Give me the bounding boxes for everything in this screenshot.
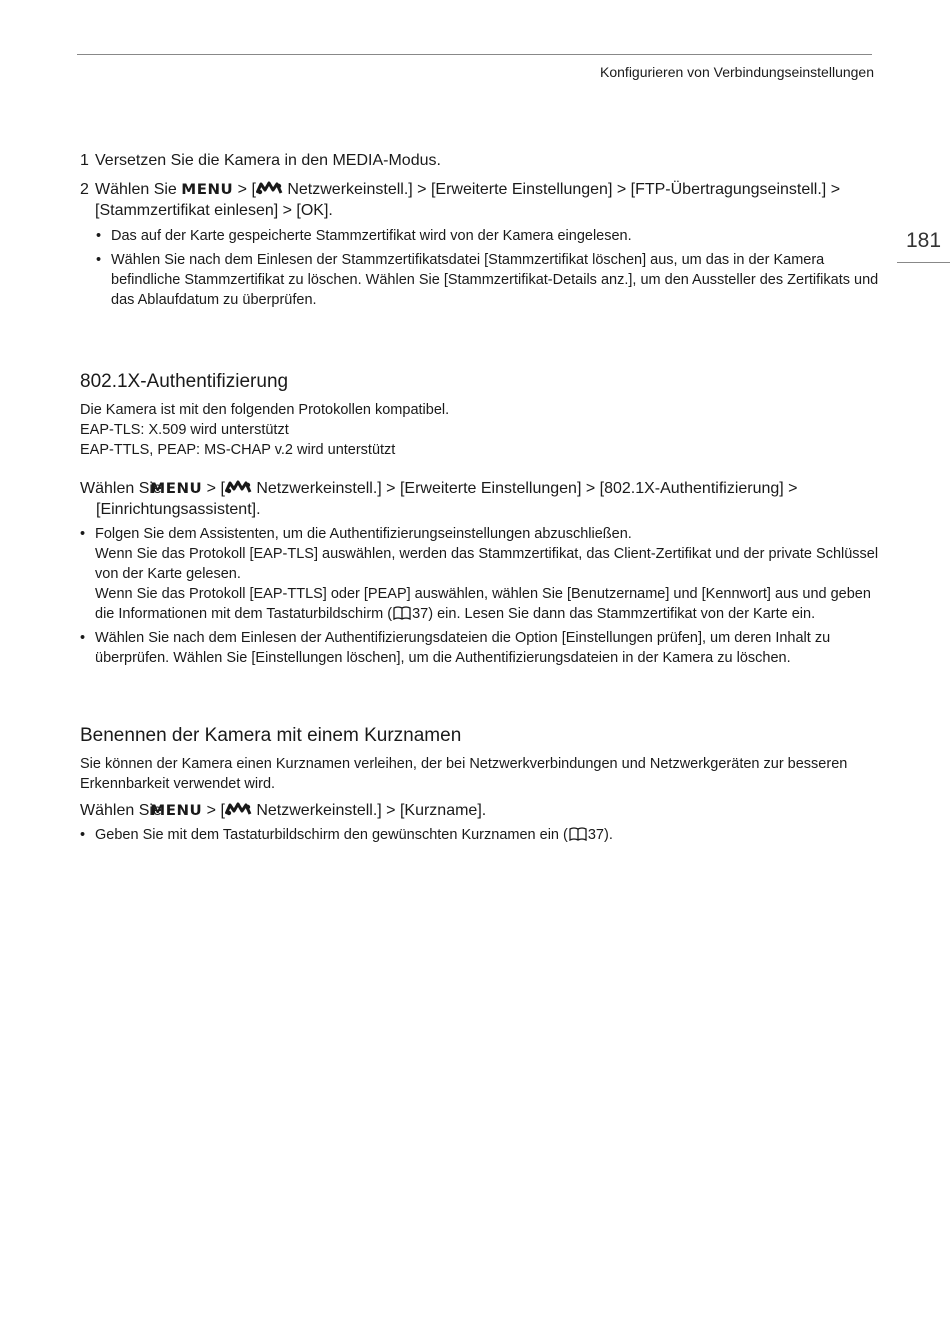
step-number: 1 — [80, 152, 89, 169]
book-reference-icon — [569, 827, 587, 841]
network-settings-icon — [225, 802, 252, 816]
menu-icon: MENU — [150, 479, 203, 497]
page-number: 181 — [905, 229, 942, 252]
bullet-line: Folgen Sie dem Assistenten, um die Authentifizierungseinstellungen abzuschließen. — [95, 526, 632, 542]
page-number-rule — [897, 262, 950, 263]
step-1 — [80, 150, 880, 171]
network-settings-icon — [256, 181, 283, 195]
step-suffix: Netzwerkeinstell.] > [Erweiterte Einstellungen] > [FTP-Übertragungseinstell.] > [Stammzertifikat einlesen] > [OK]. — [95, 181, 841, 219]
header-rule — [77, 54, 872, 55]
name-intro: Sie können der Kamera einen Kurznamen verleihen, der bei Netzwerkverbindungen und Netzwerkgeräten zur besseren Erkennbarkeit verwendet wird. — [80, 756, 848, 792]
book-reference-icon — [393, 606, 411, 620]
name-instruction — [80, 800, 880, 821]
step-prefix: Wählen Sie — [95, 181, 177, 198]
step-text: Versetzen Sie die Kamera in den MEDIA-Modus. — [95, 152, 441, 169]
page-reference: 37 — [412, 606, 429, 622]
page-reference: 37 — [587, 827, 604, 843]
instruction-mid: > [ — [206, 802, 225, 819]
list-item: • Wählen Sie nach dem Einlesen der Stammzertifikatsdatei [Stammzertifikat löschen] aus, um das in der Kamera befindliche Stammzertifikat zu löschen. Wählen Sie [Stammzertifikat-Details anz.], um den Aussteller des Zertifikats und das Ablaufdatum zu überprüfen. — [96, 250, 880, 310]
bullet-line: ) ein. Lesen Sie dann das Stammzertifikat von der Karte ein. — [428, 606, 816, 622]
header-title: Konfigurieren von Verbindungseinstellungen — [600, 64, 874, 80]
auth-intro-line: EAP-TTLS, PEAP: MS-CHAP v.2 wird unterstützt — [80, 442, 396, 458]
page-content — [80, 150, 880, 849]
instruction-prefix: Wählen Sie — [80, 802, 162, 819]
list-item: • Wählen Sie nach dem Einlesen der Authentifizierungsdateien die Option [Einstellungen prüfen], um deren Inhalt zu überprüfen. Wählen Sie [Einstellungen löschen], um die Authentifizierungsdateien in der Kamera zu löschen. — [80, 628, 880, 668]
bullet-line: Wenn Sie das Protokoll [EAP-TTLS] oder [PEAP] auswählen, wählen Sie [Benutzername] und [Kennwort] aus und geben die Informationen mit dem Tastaturbildschirm ( — [95, 586, 871, 622]
section-heading-8021x: 802.1X-Authentifizierung — [80, 371, 289, 392]
auth-intro-line: Die Kamera ist mit den folgenden Protokollen kompatibel. — [80, 402, 450, 418]
list-item — [80, 825, 880, 845]
section-heading-kurzname: Benennen der Kamera mit einem Kurznamen — [80, 725, 462, 746]
step-number: 2 — [80, 181, 89, 198]
step-2-bullets — [96, 226, 880, 310]
step-2 — [80, 179, 880, 221]
auth-bullets — [80, 524, 880, 668]
network-settings-icon — [225, 480, 252, 494]
menu-icon: MENU — [150, 801, 203, 819]
instruction-mid: > [ — [206, 480, 225, 497]
instruction-suffix: Netzwerkeinstell.] > [Erweiterte Einstellungen] > [802.1X-Authentifizierung] > [Einrichtungsassistent]. — [96, 480, 798, 518]
name-bullets — [80, 825, 880, 845]
menu-icon: MENU — [181, 180, 234, 198]
bullet-text: ). — [603, 827, 613, 843]
bullet-text: Geben Sie mit dem Tastaturbildschirm den gewünschten Kurznamen ein ( — [95, 827, 568, 843]
list-item: • Das auf der Karte gespeicherte Stammzertifikat wird von der Kamera eingelesen. — [96, 226, 880, 246]
instruction-prefix: Wählen Sie — [80, 480, 162, 497]
step-mid: > [ — [237, 181, 256, 198]
auth-intro-line: EAP-TLS: X.509 wird unterstützt — [80, 422, 289, 438]
auth-instruction — [80, 478, 880, 520]
list-item — [80, 524, 880, 624]
bullet-line: Wenn Sie das Protokoll [EAP-TLS] auswählen, werden das Stammzertifikat, das Client-Zertifikat und der private Schlüssel von der Karte gelesen. — [95, 546, 879, 582]
instruction-suffix: Netzwerkeinstell.] > [Kurzname]. — [256, 802, 487, 819]
